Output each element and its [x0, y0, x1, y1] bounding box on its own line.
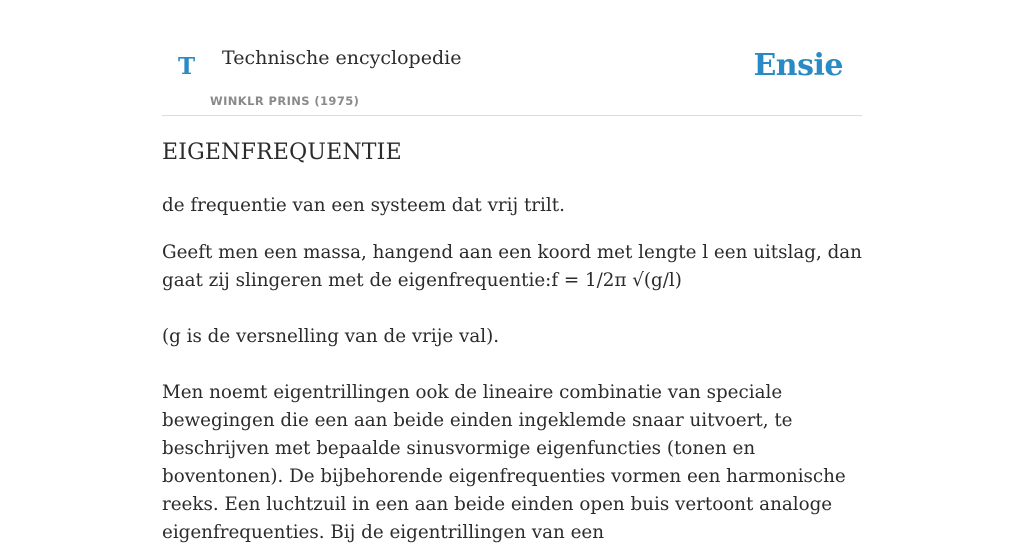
entry-paragraph	[162, 239, 862, 295]
publication-subtitle: WINKLR PRINS (1975)	[210, 94, 360, 108]
paragraph-text: Geeft men een massa, hangend aan een koord met lengte l een uitslag, dan gaat zij slingeren met de eigenfrequentie:	[162, 242, 862, 291]
publication-logo[interactable]: T	[178, 53, 196, 80]
brand-logo[interactable]: Ensie	[753, 48, 843, 83]
article-page	[162, 0, 862, 543]
entry-title: EIGENFREQUENTIE	[162, 140, 402, 165]
entry-body	[162, 192, 862, 547]
formula: f = 1/2π √(g/l)	[551, 270, 682, 291]
publication-header	[162, 0, 862, 116]
entry-definition: de frequentie van een systeem dat vrij trilt.	[162, 195, 565, 216]
entry-paragraph: (g is de versnelling van de vrije val).	[162, 326, 500, 347]
publication-title[interactable]: Technische encyclopedie	[222, 47, 462, 69]
entry-paragraph: Men noemt eigentrillingen ook de lineaire combinatie van speciale bewegingen die een aan beide einden ingeklemde snaar uitvoert, te beschrijven met bepaalde sinusvormige eigenfuncties (tonen en boventonen). De bijbehorende eigenfrequenties vormen een harmonische reeks. Een luchtzuil in een aan beide einden open buis vertoont analoge eigenfrequenties. Bij de eigentrillingen van een	[162, 382, 846, 543]
